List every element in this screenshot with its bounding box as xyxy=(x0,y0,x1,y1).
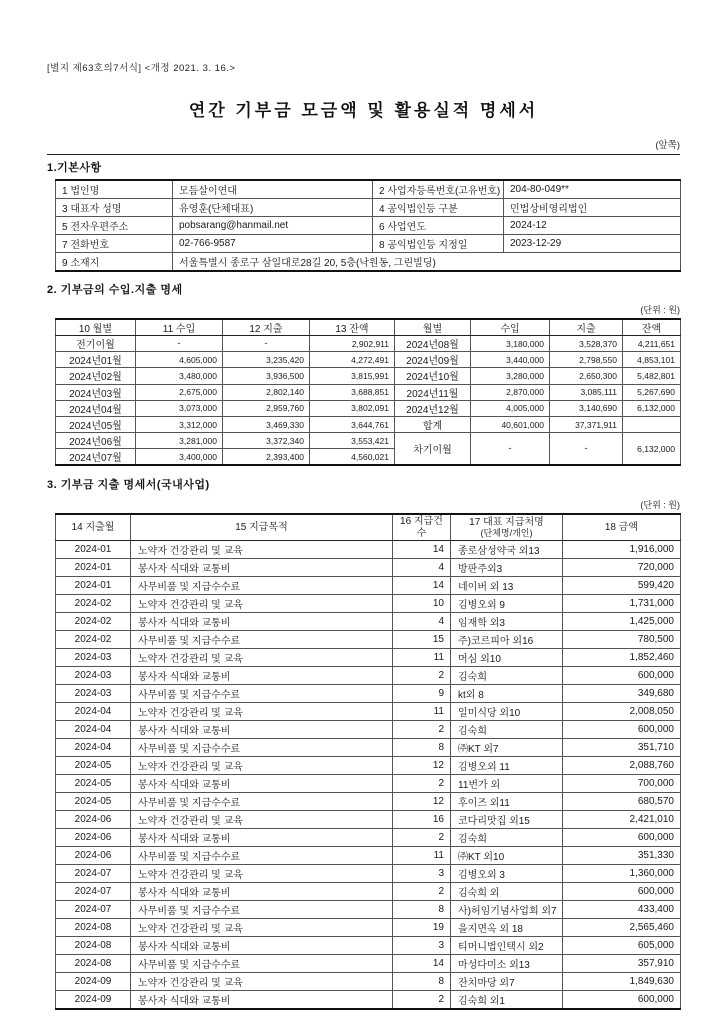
ledger-month: 전기이월 xyxy=(56,336,136,352)
field-value: 2023-12-29 xyxy=(504,235,681,253)
field-label: 9 소재지 xyxy=(56,253,173,272)
ledger-month: 2024년01월 xyxy=(56,352,136,368)
page-title: 연간 기부금 모금액 및 활용실적 명세서 xyxy=(188,101,539,120)
ledger-expense: 3,085,111 xyxy=(550,384,623,400)
expense-payee: 머심 외10 xyxy=(451,649,563,667)
table-row xyxy=(56,775,681,793)
expense-payee: 11번가 외 xyxy=(451,775,563,793)
page-side-label: (앞쪽) xyxy=(655,140,680,151)
ledger-balance: 4,560,021 xyxy=(310,449,395,466)
expense-purpose: 봉사자 식대와 교통비 xyxy=(131,883,393,901)
expense-amount: 349,680 xyxy=(563,685,681,703)
expense-amount: 351,710 xyxy=(563,739,681,757)
expense-purpose: 사무비품 및 지급수수료 xyxy=(131,901,393,919)
ledger-income: 3,280,000 xyxy=(471,368,550,384)
expense-purpose: 노약자 건강관리 및 교육 xyxy=(131,919,393,937)
col-header-amount: 18 금액 xyxy=(563,514,681,541)
total-income: 40,601,000 xyxy=(471,416,550,432)
expense-count: 10 xyxy=(393,595,451,613)
expense-count: 11 xyxy=(393,703,451,721)
expense-amount: 680,570 xyxy=(563,793,681,811)
col-header-expense: 지출 xyxy=(550,319,623,336)
expense-payee: ㈜KT 외7 xyxy=(451,739,563,757)
expense-month: 2024-04 xyxy=(56,703,131,721)
expense-month: 2024-09 xyxy=(56,991,131,1010)
table-row xyxy=(56,739,681,757)
ledger-balance: 4,211,651 xyxy=(623,336,681,352)
field-label: 8 공익법인등 지정일 xyxy=(373,235,504,253)
expense-count: 8 xyxy=(393,973,451,991)
field-label: 7 전화번호 xyxy=(56,235,173,253)
expense-count: 2 xyxy=(393,721,451,739)
col-header-expense: 12 지출 xyxy=(223,319,310,336)
expense-payee: ㈜KT 외10 xyxy=(451,847,563,865)
ledger-month: 2024년02월 xyxy=(56,368,136,384)
section2-heading: 2. 기부금의 수입.지출 명세 xyxy=(47,284,183,296)
field-label: 4 공익법인등 구분 xyxy=(373,199,504,217)
expense-payee: 임재학 외3 xyxy=(451,613,563,631)
expense-month: 2024-02 xyxy=(56,613,131,631)
expense-amount: 351,330 xyxy=(563,847,681,865)
ledger-balance: 2,902,911 xyxy=(310,336,395,352)
ledger-month: 2024년12월 xyxy=(395,400,471,416)
ledger-month: 2024년09월 xyxy=(395,352,471,368)
expense-payee: 잔치마당 외7 xyxy=(451,973,563,991)
expense-payee: 마성다미소 외13 xyxy=(451,955,563,973)
field-value: 유영훈(단체대표) xyxy=(173,199,373,217)
table-row xyxy=(56,865,681,883)
section1-heading: 1.기본사항 xyxy=(47,162,102,174)
expense-amount: 605,000 xyxy=(563,937,681,955)
ledger-expense: 2,959,760 xyxy=(223,400,310,416)
expense-month: 2024-08 xyxy=(56,937,131,955)
ledger-balance: 3,815,991 xyxy=(310,368,395,384)
expense-purpose: 봉사자 식대와 교통비 xyxy=(131,829,393,847)
expense-month: 2024-01 xyxy=(56,559,131,577)
expense-count: 11 xyxy=(393,847,451,865)
expense-count: 15 xyxy=(393,631,451,649)
expense-count: 9 xyxy=(393,685,451,703)
expense-purpose: 노약자 건강관리 및 교육 xyxy=(131,703,393,721)
expense-count: 4 xyxy=(393,559,451,577)
expense-month: 2024-03 xyxy=(56,649,131,667)
form-note: [별지 제63호의7서식] <개정 2021. 3. 16.> xyxy=(47,63,236,74)
expense-amount: 1,849,630 xyxy=(563,973,681,991)
expense-payee: 을지면옥 외 18 xyxy=(451,919,563,937)
ledger-income: 3,281,000 xyxy=(136,433,223,449)
expense-count: 19 xyxy=(393,919,451,937)
expense-purpose: 노약자 건강관리 및 교육 xyxy=(131,541,393,559)
ledger-income: 3,400,000 xyxy=(136,449,223,466)
expense-count: 14 xyxy=(393,955,451,973)
expense-count: 14 xyxy=(393,577,451,595)
col-header-month: 10 월별 xyxy=(56,319,136,336)
col-header-payee-line2: (단체명/개인) xyxy=(480,528,533,539)
expense-month: 2024-01 xyxy=(56,577,131,595)
expense-payee: kt외 8 xyxy=(451,685,563,703)
expense-amount: 600,000 xyxy=(563,829,681,847)
ledger-income: 3,073,000 xyxy=(136,400,223,416)
table-row xyxy=(56,919,681,937)
col-header-balance: 잔액 xyxy=(623,319,681,336)
expense-month: 2024-06 xyxy=(56,829,131,847)
expense-payee: 사)허임기념사업회 외7 xyxy=(451,901,563,919)
ledger-income: - xyxy=(136,336,223,352)
ledger-balance: 3,553,421 xyxy=(310,433,395,449)
ledger-month: 2024년07월 xyxy=(56,449,136,466)
field-value: pobsarang@hanmail.net xyxy=(173,217,373,235)
expense-amount: 600,000 xyxy=(563,883,681,901)
expense-count: 14 xyxy=(393,541,451,559)
expense-amount: 720,000 xyxy=(563,559,681,577)
section3-unit-label: (단위 : 원) xyxy=(640,500,680,511)
ledger-expense: 3,140,690 xyxy=(550,400,623,416)
expense-count: 16 xyxy=(393,811,451,829)
expense-count: 11 xyxy=(393,649,451,667)
expense-payee: 네이버 외 13 xyxy=(451,577,563,595)
expense-payee: 주)코르피아 외16 xyxy=(451,631,563,649)
expense-month: 2024-05 xyxy=(56,775,131,793)
ledger-month: 2024년05월 xyxy=(56,416,136,432)
col-header-income: 11 수입 xyxy=(136,319,223,336)
expense-month: 2024-06 xyxy=(56,811,131,829)
ledger-income: 4,605,000 xyxy=(136,352,223,368)
expense-amount: 1,916,000 xyxy=(563,541,681,559)
expense-purpose: 봉사자 식대와 교통비 xyxy=(131,775,393,793)
ledger-expense: 3,936,500 xyxy=(223,368,310,384)
expense-month: 2024-07 xyxy=(56,865,131,883)
field-value: 2024-12 xyxy=(504,217,681,235)
table-row xyxy=(56,559,681,577)
col-header-count: 16 지급건수 xyxy=(393,514,451,541)
expense-amount: 1,425,000 xyxy=(563,613,681,631)
expense-purpose: 노약자 건강관리 및 교육 xyxy=(131,757,393,775)
field-label: 1 법인명 xyxy=(56,180,173,199)
expense-count: 2 xyxy=(393,991,451,1010)
ledger-expense: - xyxy=(223,336,310,352)
expense-payee: 김병오외 3 xyxy=(451,865,563,883)
expense-month: 2024-06 xyxy=(56,847,131,865)
ledger-month: 2024년11월 xyxy=(395,384,471,400)
ledger-income: 4,005,000 xyxy=(471,400,550,416)
basic-info-body xyxy=(56,180,681,253)
expense-purpose: 봉사자 식대와 교통비 xyxy=(131,721,393,739)
expense-month: 2024-02 xyxy=(56,595,131,613)
expense-month: 2024-04 xyxy=(56,721,131,739)
table-row xyxy=(56,649,681,667)
expense-payee: 김숙희 xyxy=(451,667,563,685)
field-label: 6 사업연도 xyxy=(373,217,504,235)
ledger-income: 3,480,000 xyxy=(136,368,223,384)
expense-count: 12 xyxy=(393,757,451,775)
expense-payee: 일미식당 외10 xyxy=(451,703,563,721)
table-row xyxy=(56,793,681,811)
carryover-income: - xyxy=(471,433,550,466)
expense-amount: 2,565,460 xyxy=(563,919,681,937)
table-row xyxy=(56,901,681,919)
expense-month: 2024-05 xyxy=(56,793,131,811)
table-row xyxy=(56,199,681,217)
expense-purpose: 봉사자 식대와 교통비 xyxy=(131,559,393,577)
expense-purpose: 사무비품 및 지급수수료 xyxy=(131,793,393,811)
expense-count: 2 xyxy=(393,775,451,793)
expense-amount: 600,000 xyxy=(563,721,681,739)
field-value: 02-766-9587 xyxy=(173,235,373,253)
ledger-month: 2024년03월 xyxy=(56,384,136,400)
expense-amount: 700,000 xyxy=(563,775,681,793)
col-header-payee xyxy=(451,514,563,541)
ledger-balance: 3,802,091 xyxy=(310,400,395,416)
table-row xyxy=(56,883,681,901)
ledger-month: 2024년06월 xyxy=(56,433,136,449)
expense-amount: 2,088,760 xyxy=(563,757,681,775)
table-row xyxy=(56,937,681,955)
expense-amount: 1,360,000 xyxy=(563,865,681,883)
col-header-month: 월별 xyxy=(395,319,471,336)
expense-month: 2024-04 xyxy=(56,739,131,757)
expense-count: 3 xyxy=(393,937,451,955)
table-row xyxy=(56,955,681,973)
table-row xyxy=(56,721,681,739)
expense-payee: 김숙희 외1 xyxy=(451,991,563,1010)
expense-amount: 600,000 xyxy=(563,667,681,685)
table-row xyxy=(56,180,681,199)
table-row xyxy=(56,631,681,649)
expense-payee: 후이즈 외11 xyxy=(451,793,563,811)
ledger-expense: 3,469,330 xyxy=(223,416,310,432)
ledger-balance: 4,853,101 xyxy=(623,352,681,368)
table-row xyxy=(56,703,681,721)
expense-count: 4 xyxy=(393,613,451,631)
table-row xyxy=(56,667,681,685)
ledger-income: 3,440,000 xyxy=(471,352,550,368)
ledger-balance: 3,644,761 xyxy=(310,416,395,432)
expense-purpose: 사무비품 및 지급수수료 xyxy=(131,739,393,757)
basic-info-table xyxy=(55,179,681,272)
expense-detail-table xyxy=(55,513,681,1010)
expense-purpose: 사무비품 및 지급수수료 xyxy=(131,847,393,865)
ledger-expense: 2,650,300 xyxy=(550,368,623,384)
expense-payee: 김병오외 11 xyxy=(451,757,563,775)
expense-count: 2 xyxy=(393,667,451,685)
table-row xyxy=(56,829,681,847)
expense-amount: 600,000 xyxy=(563,991,681,1010)
expense-detail-body xyxy=(56,541,681,1010)
expense-purpose: 노약자 건강관리 및 교육 xyxy=(131,595,393,613)
col-header-income: 수입 xyxy=(471,319,550,336)
expense-payee: 코다리맛집 외15 xyxy=(451,811,563,829)
carryover-balance: 6,132,000 xyxy=(623,433,681,466)
expense-count: 2 xyxy=(393,829,451,847)
table-row xyxy=(56,991,681,1010)
expense-month: 2024-08 xyxy=(56,955,131,973)
field-label: 3 대표자 성명 xyxy=(56,199,173,217)
field-value: 민법상비영리법인 xyxy=(504,199,681,217)
ledger-expense: 3,372,340 xyxy=(223,433,310,449)
field-value: 204-80-049** xyxy=(504,180,681,199)
expense-month: 2024-07 xyxy=(56,883,131,901)
expense-purpose: 노약자 건강관리 및 교육 xyxy=(131,973,393,991)
expense-count: 8 xyxy=(393,739,451,757)
ledger-month: 2024년10월 xyxy=(395,368,471,384)
table-row xyxy=(56,973,681,991)
table-row xyxy=(56,416,681,432)
expense-count: 8 xyxy=(393,901,451,919)
expense-amount: 1,852,460 xyxy=(563,649,681,667)
expense-payee: 김숙희 xyxy=(451,721,563,739)
table-header-row xyxy=(56,319,681,336)
expense-payee: 티머니법인택시 외2 xyxy=(451,937,563,955)
expense-month: 2024-03 xyxy=(56,667,131,685)
col-header-expense-month: 14 지출월 xyxy=(56,514,131,541)
table-row xyxy=(56,685,681,703)
expense-amount: 357,910 xyxy=(563,955,681,973)
table-row xyxy=(56,384,681,400)
expense-amount: 1,731,000 xyxy=(563,595,681,613)
table-row xyxy=(56,433,681,449)
table-row xyxy=(56,352,681,368)
field-value: 서울특별시 종로구 삼일대로28길 20, 5층(낙원동, 그린빌딩) xyxy=(173,253,681,272)
section3-heading: 3. 기부금 지출 명세서(국내사업) xyxy=(47,479,210,492)
ledger-income: 2,675,000 xyxy=(136,384,223,400)
expense-purpose: 봉사자 식대와 교통비 xyxy=(131,991,393,1010)
expense-month: 2024-05 xyxy=(56,757,131,775)
expense-purpose: 봉사자 식대와 교통비 xyxy=(131,667,393,685)
expense-purpose: 봉사자 식대와 교통비 xyxy=(131,937,393,955)
expense-count: 2 xyxy=(393,883,451,901)
total-expense: 37,371,911 xyxy=(550,416,623,432)
ledger-balance: 5,482,801 xyxy=(623,368,681,384)
expense-payee: 종로삼성약국 외13 xyxy=(451,541,563,559)
ledger-expense: 2,393,400 xyxy=(223,449,310,466)
carryover-expense: - xyxy=(550,433,623,466)
expense-month: 2024-08 xyxy=(56,919,131,937)
ledger-balance: 4,272,491 xyxy=(310,352,395,368)
table-row xyxy=(56,217,681,235)
field-label: 5 전자우편주소 xyxy=(56,217,173,235)
col-header-balance: 13 잔액 xyxy=(310,319,395,336)
ledger-income: 3,312,000 xyxy=(136,416,223,432)
table-row xyxy=(56,613,681,631)
field-label: 2 사업자등록번호(고유번호) xyxy=(373,180,504,199)
ledger-expense: 3,235,420 xyxy=(223,352,310,368)
expense-month: 2024-01 xyxy=(56,541,131,559)
table-row xyxy=(56,541,681,559)
table-row xyxy=(56,235,681,253)
expense-payee: 김숙희 xyxy=(451,829,563,847)
table-row xyxy=(56,847,681,865)
expense-month: 2024-03 xyxy=(56,685,131,703)
ledger-expense: 2,798,550 xyxy=(550,352,623,368)
total-label: 합계 xyxy=(395,416,471,432)
expense-purpose: 봉사자 식대와 교통비 xyxy=(131,613,393,631)
expense-count: 12 xyxy=(393,793,451,811)
expense-payee: 방판주외3 xyxy=(451,559,563,577)
expense-purpose: 사무비품 및 지급수수료 xyxy=(131,577,393,595)
expense-amount: 2,008,050 xyxy=(563,703,681,721)
expense-purpose: 노약자 건강관리 및 교육 xyxy=(131,811,393,829)
field-value: 모듬살이연대 xyxy=(173,180,373,199)
income-expense-table xyxy=(55,318,681,466)
expense-amount: 2,421,010 xyxy=(563,811,681,829)
table-row xyxy=(56,757,681,775)
ledger-balance: 3,688,851 xyxy=(310,384,395,400)
col-header-purpose: 15 지급목적 xyxy=(131,514,393,541)
expense-purpose: 사무비품 및 지급수수료 xyxy=(131,631,393,649)
expense-purpose: 노약자 건강관리 및 교육 xyxy=(131,649,393,667)
ledger-balance: 6,132,000 xyxy=(623,400,681,416)
total-balance xyxy=(623,416,681,432)
expense-purpose: 사무비품 및 지급수수료 xyxy=(131,955,393,973)
expense-purpose: 사무비품 및 지급수수료 xyxy=(131,685,393,703)
expense-purpose: 노약자 건강관리 및 교육 xyxy=(131,865,393,883)
section2-unit-label: (단위 : 원) xyxy=(640,305,680,315)
expense-amount: 599,420 xyxy=(563,577,681,595)
table-header-row xyxy=(56,514,681,541)
ledger-month: 2024년08월 xyxy=(395,336,471,352)
expense-month: 2024-07 xyxy=(56,901,131,919)
ledger-income: 3,180,000 xyxy=(471,336,550,352)
table-row xyxy=(56,811,681,829)
table-row xyxy=(56,400,681,416)
ledger-month: 2024년04월 xyxy=(56,400,136,416)
expense-payee: 김숙희 외 xyxy=(451,883,563,901)
ledger-balance: 5,267,690 xyxy=(623,384,681,400)
table-row xyxy=(56,336,681,352)
expense-month: 2024-09 xyxy=(56,973,131,991)
expense-month: 2024-02 xyxy=(56,631,131,649)
col-header-payee-line1: 17 대표 지급처명 xyxy=(469,516,544,528)
expense-payee: 김병오외 9 xyxy=(451,595,563,613)
table-row xyxy=(56,368,681,384)
table-row xyxy=(56,577,681,595)
expense-amount: 780,500 xyxy=(563,631,681,649)
table-row xyxy=(56,595,681,613)
ledger-income: 2,870,000 xyxy=(471,384,550,400)
table-row-address xyxy=(56,253,681,272)
ledger-expense: 3,528,370 xyxy=(550,336,623,352)
divider xyxy=(47,154,680,155)
ledger-expense: 2,802,140 xyxy=(223,384,310,400)
carryover-label: 차기이월 xyxy=(395,433,471,466)
expense-count: 3 xyxy=(393,865,451,883)
expense-amount: 433,400 xyxy=(563,901,681,919)
